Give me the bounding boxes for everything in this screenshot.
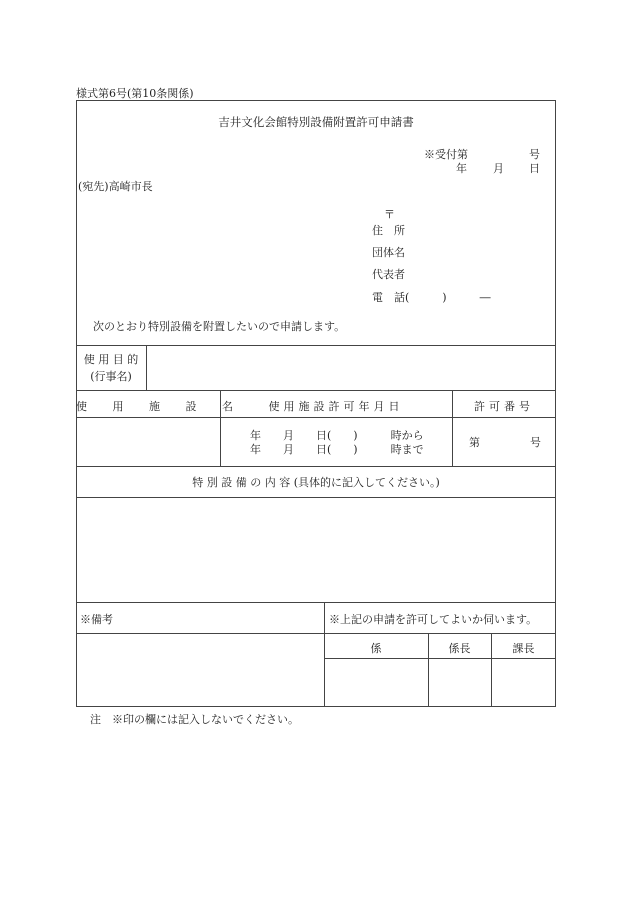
purpose-sublabel: (行事名) xyxy=(90,370,132,383)
footnote: 注 ※印の欄には記入しないでください。 xyxy=(90,713,299,726)
approval-col-chief: 係長 xyxy=(448,642,471,655)
request-text: 次のとおり特別設備を附置したいので申請します。 xyxy=(93,320,346,333)
equipment-header: 特 別 設 備 の 内 容 (具体的に記入してください。) xyxy=(192,476,440,489)
postal-mark: 〒 xyxy=(384,208,395,221)
permit-number-header: 許可番号 xyxy=(474,400,534,413)
date-year: 年 xyxy=(456,162,467,175)
remarks-label: ※備考 xyxy=(80,613,113,626)
permit-suffix: 号 xyxy=(530,436,541,449)
group-label: 団体名 xyxy=(372,246,405,259)
equipment-field[interactable] xyxy=(78,499,554,600)
receipt-suffix: 号 xyxy=(529,148,540,161)
address-label: 住 所 xyxy=(372,224,405,237)
approval-col-staff: 係 xyxy=(370,642,382,655)
phone-label: 電 話( ) ― xyxy=(372,291,491,304)
receipt-label: ※受付第 xyxy=(424,148,468,161)
facility-field[interactable] xyxy=(78,419,218,464)
purpose-label: 使 用 目 的 xyxy=(83,353,139,366)
purpose-field[interactable] xyxy=(148,347,554,389)
form-title: 吉井文化会館特別設備附置許可申請書 xyxy=(218,115,414,129)
form-number: 様式第6号(第10条関係) xyxy=(76,87,194,100)
representative-label: 代表者 xyxy=(372,268,405,281)
remarks-field[interactable] xyxy=(78,635,322,705)
approval-col-manager: 課長 xyxy=(512,642,535,655)
date-day: 日 xyxy=(529,162,540,175)
facility-header: 使 用 施 設 名 xyxy=(76,400,244,413)
schedule-to: 年 月 日( ) 時まで xyxy=(250,443,424,456)
schedule-from: 年 月 日( ) 時から xyxy=(250,429,424,442)
addressee: (宛先)高崎市長 xyxy=(78,180,153,193)
date-month: 月 xyxy=(493,162,504,175)
approval-text: ※上記の申請を許可してよいか伺います。 xyxy=(329,613,538,626)
permit-prefix: 第 xyxy=(469,436,480,449)
date-header: 使用施設許可年月日 xyxy=(268,400,404,413)
